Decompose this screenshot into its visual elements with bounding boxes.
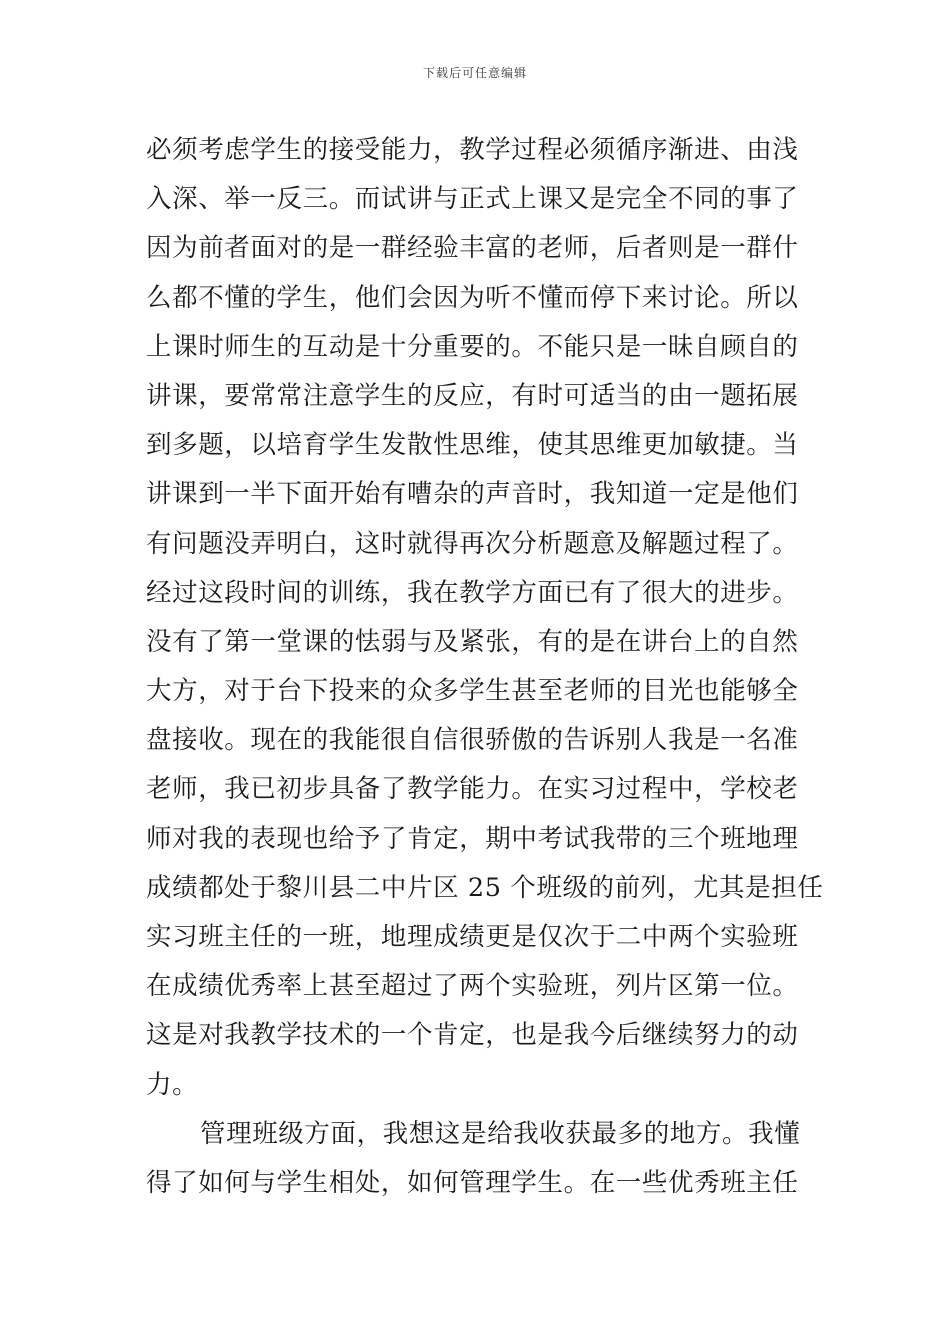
document-body [146,126,824,1208]
text-line: 实习班主任的一班，地理成绩更是仅次于二中两个实验班 [146,922,799,952]
text-line: 讲课到一半下面开始有嘈杂的声音时，我知道一定是他们 [146,479,799,510]
text-line: 么都不懂的学生，他们会因为听不懂而停下来讨论。所以 [146,282,799,313]
text-line: 这是对我教学技术的一个肯定，也是我今后继续努力的动 [146,1020,799,1051]
text-line: 因为前者面对的是一群经验丰富的老师，后者则是一群什 [146,233,799,264]
text-line: 成绩都处于黎川县二中片区 25 个班级的前列，尤其是担任 [146,872,824,903]
text-line: 力。 [146,1069,199,1100]
text-line: 必须考虑学生的接受能力，教学过程必须循序渐进、由浅 [146,135,799,165]
text-line: 大方，对于台下投来的众多学生甚至老师的目光也能够全 [146,676,799,707]
text-line: 没有了第一堂课的怯弱与及紧张，有的是在讲台上的自然 [146,626,799,657]
text-line: 讲课，要常常注意学生的反应，有时可适当的由一题拓展 [146,380,799,411]
text-line: 到多题，以培育学生发散性思维，使其思维更加敏捷。当 [146,430,799,461]
text-line: 入深、举一反三。而试讲与正式上课又是完全不同的事了 [146,184,799,215]
text-line: 得了如何与学生相处，如何管理学生。在一些优秀班主任 [146,1167,799,1198]
text-line: 经过这段时间的训练，我在教学方面已有了很大的进步。 [146,577,799,608]
text-line: 师对我的表现也给予了肯定，期中考试我带的三个班地理 [146,823,799,854]
text-line: 盘接收。现在的我能很自信很骄傲的告诉别人我是一名准 [146,725,799,756]
page-header: 下载后可任意编辑 [422,66,527,80]
text-line: 在成绩优秀率上甚至超过了两个实验班，列片区第一位。 [146,971,799,1002]
text-line: 有问题没弄明白，这时就得再次分析题意及解题过程了。 [146,528,799,559]
text-line: 上课时师生的互动是十分重要的。不能只是一昧自顾自的 [146,331,799,362]
text-line: 老师，我已初步具备了教学能力。在实习过程中，学校老 [146,774,799,805]
paragraph-start-line: 管理班级方面，我想这是给我收获最多的地方。我懂 [200,1118,801,1149]
